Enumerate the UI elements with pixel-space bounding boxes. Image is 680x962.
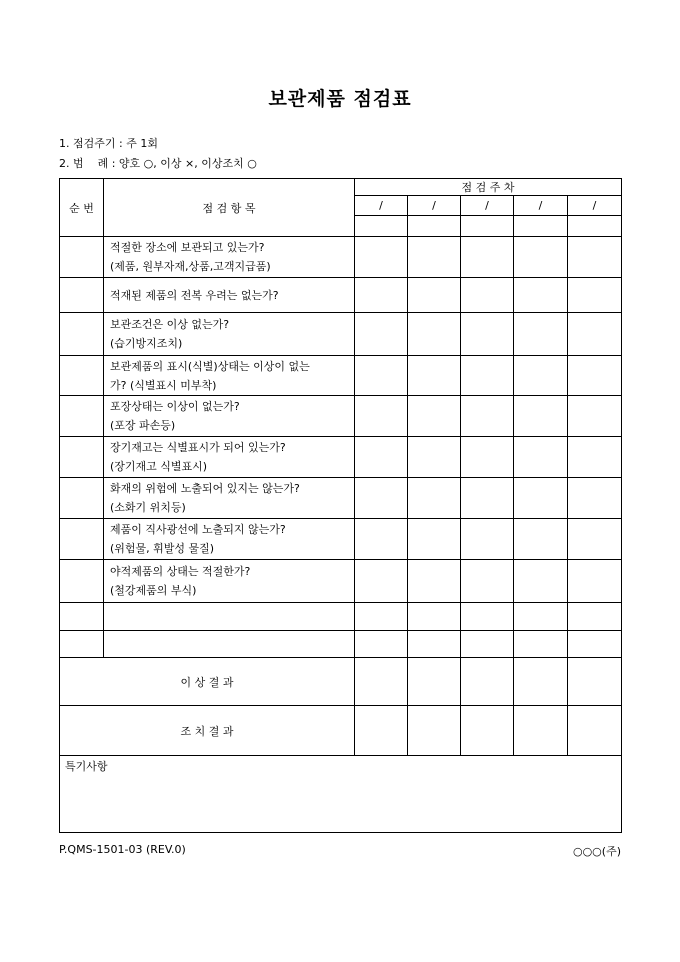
- inspection-cycle: 1. 점검주기 : 주 1회: [59, 137, 158, 150]
- check-cell[interactable]: [355, 396, 408, 437]
- check-cell[interactable]: [568, 658, 622, 706]
- date-cell[interactable]: /: [568, 196, 622, 216]
- check-cell[interactable]: [514, 478, 568, 519]
- check-cell[interactable]: [461, 706, 514, 756]
- remarks-field[interactable]: [60, 756, 622, 833]
- action-result-label: 조 치 결 과: [60, 706, 355, 756]
- check-cell[interactable]: [568, 603, 622, 631]
- item-text: 적절한 장소에 보관되고 있는가?: [110, 241, 265, 254]
- remarks-row: [60, 756, 622, 833]
- check-cell[interactable]: [408, 658, 461, 706]
- inspection-item: [104, 560, 355, 603]
- check-cell[interactable]: [568, 437, 622, 478]
- check-cell[interactable]: [514, 437, 568, 478]
- document-title: 보관제품 점검표: [268, 88, 412, 110]
- check-cell[interactable]: [514, 658, 568, 706]
- col-header-week: 점 검 주 차: [355, 179, 622, 196]
- remarks-label: 특기사항: [65, 760, 108, 773]
- check-cell[interactable]: [355, 437, 408, 478]
- inspection-item[interactable]: [104, 603, 355, 631]
- check-cell[interactable]: [461, 396, 514, 437]
- check-cell[interactable]: [568, 278, 622, 313]
- inspection-item[interactable]: [104, 631, 355, 658]
- check-cell[interactable]: [355, 519, 408, 560]
- check-cell[interactable]: [514, 237, 568, 278]
- check-cell[interactable]: [514, 603, 568, 631]
- item-text: 장기재고는 식별표시가 되어 있는가?: [110, 441, 286, 454]
- check-cell[interactable]: [514, 313, 568, 356]
- check-cell[interactable]: [461, 658, 514, 706]
- check-cell[interactable]: [568, 356, 622, 396]
- check-cell[interactable]: [408, 519, 461, 560]
- date-cell[interactable]: /: [461, 196, 514, 216]
- check-cell[interactable]: [408, 631, 461, 658]
- table-row: [60, 519, 622, 560]
- table-row: [60, 437, 622, 478]
- check-cell[interactable]: [355, 237, 408, 278]
- item-text: 야적제품의 상태는 적절한가?: [110, 565, 251, 578]
- item-note: (철강제품의 부식): [110, 584, 197, 597]
- check-cell[interactable]: [355, 478, 408, 519]
- table-row: [60, 560, 622, 603]
- check-cell[interactable]: [355, 603, 408, 631]
- result-row: [60, 658, 622, 706]
- check-cell[interactable]: [408, 560, 461, 603]
- inspection-item: [104, 519, 355, 560]
- check-cell[interactable]: [461, 519, 514, 560]
- row-number-cell: [60, 560, 104, 603]
- row-number-cell: [60, 631, 104, 658]
- check-cell[interactable]: [568, 706, 622, 756]
- check-cell[interactable]: [461, 216, 514, 237]
- check-cell[interactable]: [514, 631, 568, 658]
- row-number-cell: [60, 313, 104, 356]
- inspection-item: [104, 478, 355, 519]
- table-row: [60, 278, 622, 313]
- date-cell[interactable]: /: [408, 196, 461, 216]
- inspection-item: [104, 278, 355, 313]
- inspection-item: [104, 313, 355, 356]
- check-cell[interactable]: [408, 603, 461, 631]
- inspection-table: [59, 178, 622, 833]
- check-cell[interactable]: [514, 356, 568, 396]
- item-note: (습기방지조치): [110, 337, 183, 350]
- company-name: ○○○(주): [572, 845, 621, 858]
- check-cell[interactable]: [461, 603, 514, 631]
- table-row: [60, 313, 622, 356]
- empty-row: [60, 631, 622, 658]
- check-cell[interactable]: [408, 396, 461, 437]
- check-cell[interactable]: [461, 437, 514, 478]
- check-cell[interactable]: [408, 478, 461, 519]
- check-cell[interactable]: [568, 396, 622, 437]
- inspection-item: [104, 437, 355, 478]
- row-number-cell: [60, 437, 104, 478]
- check-cell[interactable]: [568, 216, 622, 237]
- item-note: (포장 파손등): [110, 419, 176, 432]
- inspection-item: [104, 356, 355, 396]
- check-cell[interactable]: [514, 706, 568, 756]
- check-cell[interactable]: [568, 478, 622, 519]
- check-cell[interactable]: [355, 278, 408, 313]
- check-cell[interactable]: [355, 631, 408, 658]
- check-cell[interactable]: [568, 519, 622, 560]
- check-cell[interactable]: [355, 706, 408, 756]
- check-cell[interactable]: [568, 313, 622, 356]
- date-cell[interactable]: /: [355, 196, 408, 216]
- check-cell[interactable]: [461, 313, 514, 356]
- legend-line: 2. 범 례 : 양호 ○, 이상 ×, 이상조치 ○: [59, 157, 257, 170]
- check-cell[interactable]: [461, 560, 514, 603]
- row-number-cell: [60, 519, 104, 560]
- row-number-cell: [60, 278, 104, 313]
- check-cell[interactable]: [514, 216, 568, 237]
- item-note: (위험물, 휘발성 물질): [110, 542, 215, 555]
- check-cell[interactable]: [355, 658, 408, 706]
- result-row: [60, 706, 622, 756]
- check-cell[interactable]: [408, 313, 461, 356]
- check-cell[interactable]: [461, 478, 514, 519]
- check-cell[interactable]: [461, 631, 514, 658]
- table-row: [60, 478, 622, 519]
- check-cell[interactable]: [568, 237, 622, 278]
- check-cell[interactable]: [355, 356, 408, 396]
- check-cell[interactable]: [461, 237, 514, 278]
- check-cell[interactable]: [355, 313, 408, 356]
- item-text: 포장상태는 이상이 없는가?: [110, 400, 240, 413]
- item-note: (장기재고 식별표시): [110, 460, 208, 473]
- row-number-cell: [60, 478, 104, 519]
- form-number: P.QMS-1501-03 (REV.0): [59, 843, 186, 856]
- check-cell[interactable]: [408, 237, 461, 278]
- check-cell[interactable]: [461, 356, 514, 396]
- col-header-no: 순 번: [60, 179, 104, 237]
- item-text: 적재된 제품의 전복 우려는 없는가?: [110, 288, 279, 302]
- check-cell[interactable]: [514, 396, 568, 437]
- check-cell[interactable]: [514, 519, 568, 560]
- row-number-cell: [60, 356, 104, 396]
- inspection-item: [104, 237, 355, 278]
- check-cell[interactable]: [408, 437, 461, 478]
- item-text: 화재의 위험에 노출되어 있지는 않는가?: [110, 482, 300, 495]
- check-cell[interactable]: [568, 560, 622, 603]
- check-cell[interactable]: [514, 278, 568, 313]
- empty-row: [60, 603, 622, 631]
- item-note: (소화기 위치등): [110, 501, 186, 514]
- check-cell[interactable]: [355, 560, 408, 603]
- row-number-cell: [60, 603, 104, 631]
- check-cell[interactable]: [514, 560, 568, 603]
- date-cell[interactable]: /: [514, 196, 568, 216]
- item-text: 제품이 직사광선에 노출되지 않는가?: [110, 523, 286, 536]
- check-cell[interactable]: [568, 631, 622, 658]
- table-row: [60, 237, 622, 278]
- check-cell[interactable]: [408, 216, 461, 237]
- table-row: [60, 396, 622, 437]
- check-cell[interactable]: [408, 356, 461, 396]
- check-cell[interactable]: [408, 278, 461, 313]
- item-text: 보관조건은 이상 없는가?: [110, 318, 230, 331]
- table-row: [60, 356, 622, 396]
- col-header-item: 점 검 항 목: [104, 179, 355, 237]
- inspection-item: [104, 396, 355, 437]
- item-note: 가? (식별표시 미부착): [110, 378, 217, 392]
- check-cell[interactable]: [355, 216, 408, 237]
- check-cell[interactable]: [408, 706, 461, 756]
- abnormal-result-label: 이 상 결 과: [60, 658, 355, 706]
- row-number-cell: [60, 396, 104, 437]
- check-cell[interactable]: [461, 278, 514, 313]
- row-number-cell: [60, 237, 104, 278]
- item-text: 보관제품의 표시(식별)상태는 이상이 없는: [110, 359, 310, 373]
- item-note: (제품, 원부자재,상품,고객지급품): [110, 260, 271, 273]
